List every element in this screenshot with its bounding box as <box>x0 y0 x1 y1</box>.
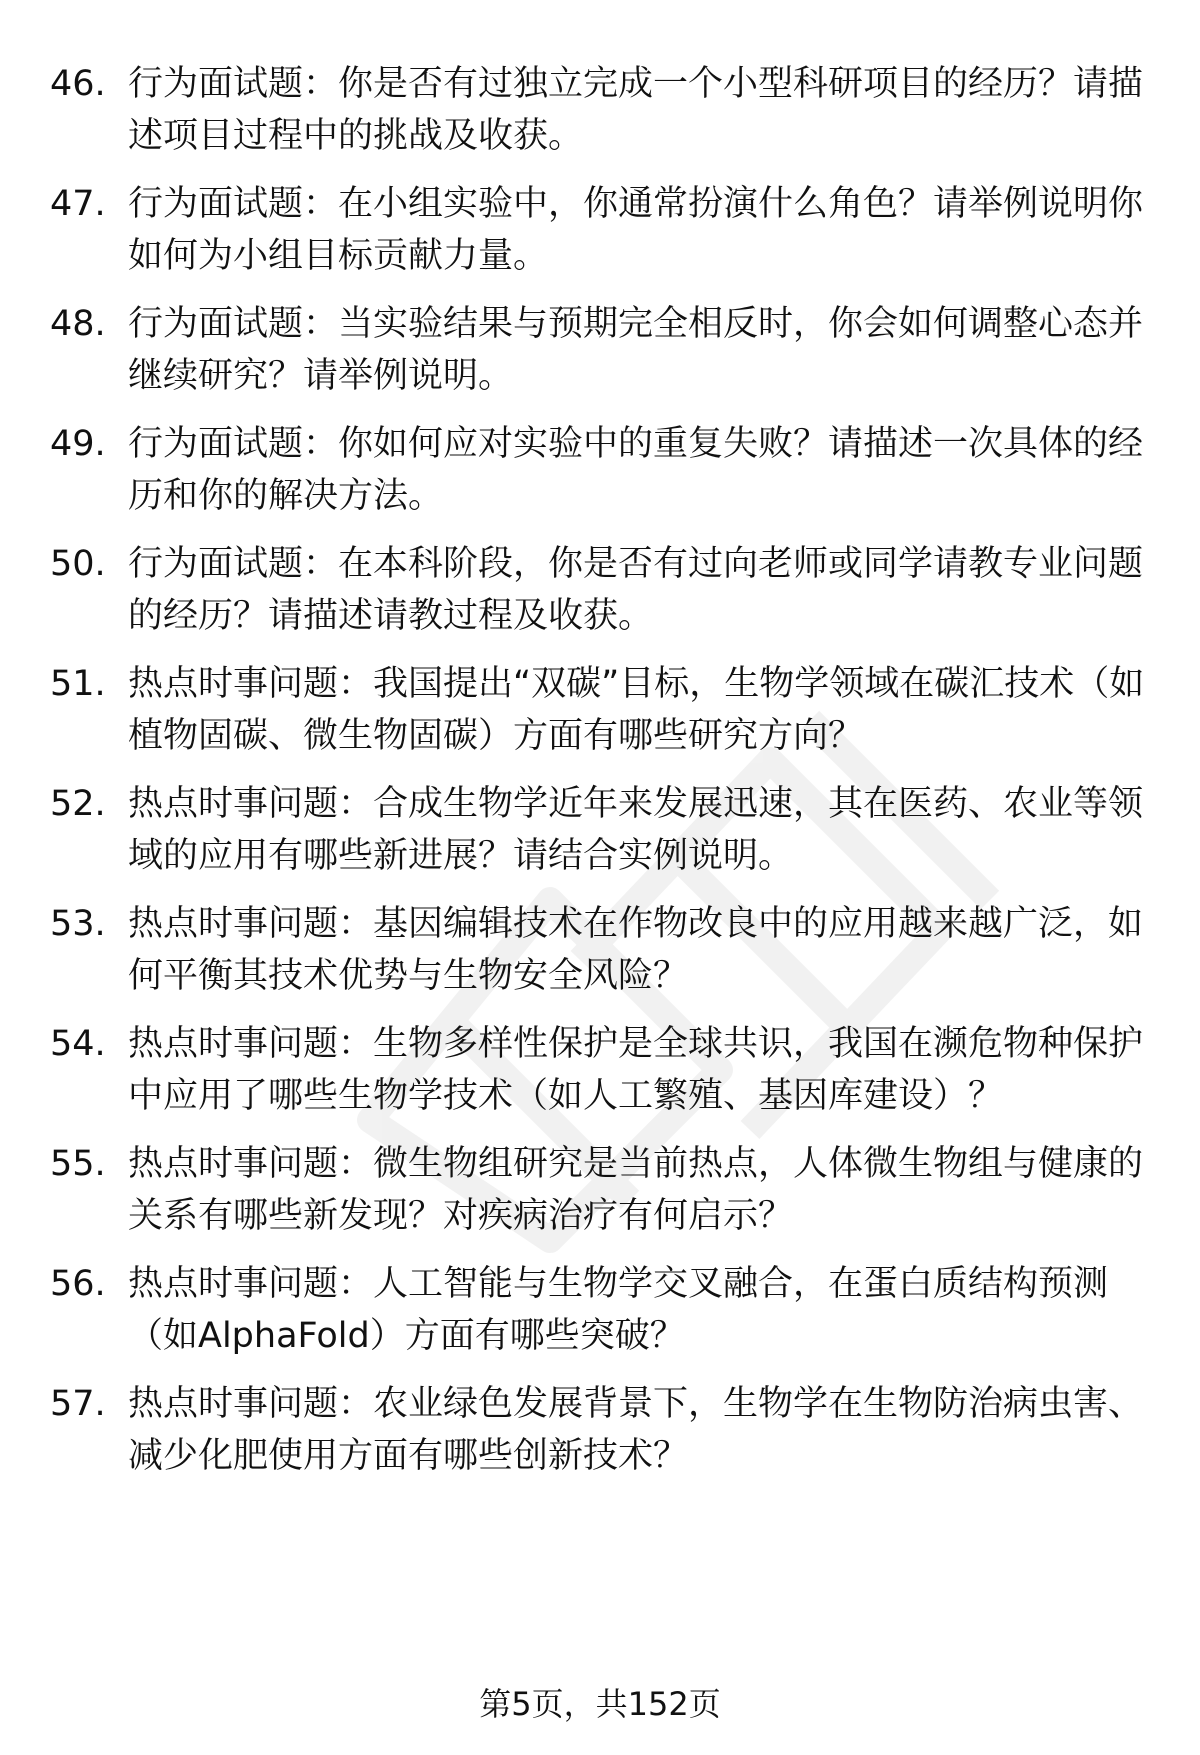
question-number: 57. <box>50 1384 106 1424</box>
question-text: 行为面试题：在小组实验中，你通常扮演什么角色？请举例说明你如何为小组目标贡献力量。 <box>128 184 1144 276</box>
question-text: 行为面试题：你如何应对实验中的重复失败？请描述一次具体的经历和你的解决方法。 <box>128 424 1144 516</box>
question-text: 热点时事问题：我国提出“双碳”目标，生物学领域在碳汇技术（如植物固碳、微生物固碳）方面有哪些研究方向？ <box>128 664 1145 756</box>
question-text: 行为面试题：在本科阶段，你是否有过向老师或同学请教专业问题的经历？请描述请教过程及收获。 <box>128 544 1144 636</box>
question-number: 46. <box>50 64 106 104</box>
question-number: 54. <box>50 1024 106 1064</box>
question-text: 热点时事问题：基因编辑技术在作物改良中的应用越来越广泛，如何平衡其技术优势与生物安全风险？ <box>128 904 1144 996</box>
question-text: 热点时事问题：农业绿色发展背景下，生物学在生物防治病虫害、减少化肥使用方面有哪些创新技术？ <box>128 1384 1144 1476</box>
question-number: 51. <box>50 664 106 704</box>
page-footer: 第5页，共152页 <box>479 1685 721 1723</box>
question-number: 50. <box>50 544 106 584</box>
question-text: 热点时事问题：微生物组研究是当前热点，人体微生物组与健康的关系有哪些新发现？对疾病治疗有何启示？ <box>128 1144 1144 1236</box>
question-number: 56. <box>50 1264 106 1304</box>
question-number: 55. <box>50 1144 106 1184</box>
question-text: 热点时事问题：合成生物学近年来发展迅速，其在医药、农业等领域的应用有哪些新进展？请结合实例说明。 <box>128 784 1144 876</box>
question-number: 48. <box>50 304 106 344</box>
question-number: 49. <box>50 424 106 464</box>
question-text: 热点时事问题：生物多样性保护是全球共识，我国在濒危物种保护中应用了哪些生物学技术（如人工繁殖、基因库建设）？ <box>128 1024 1144 1116</box>
question-number: 53. <box>50 904 106 944</box>
question-text: 行为面试题：当实验结果与预期完全相反时，你会如何调整心态并继续研究？请举例说明。 <box>128 304 1144 396</box>
question-number: 52. <box>50 784 106 824</box>
question-text: 行为面试题：你是否有过独立完成一个小型科研项目的经历？请描述项目过程中的挑战及收获。 <box>128 64 1144 156</box>
question-text: 热点时事问题：人工智能与生物学交叉融合，在蛋白质结构预测（如AlphaFold）方面有哪些突破？ <box>128 1264 1109 1356</box>
question-number: 47. <box>50 184 106 224</box>
